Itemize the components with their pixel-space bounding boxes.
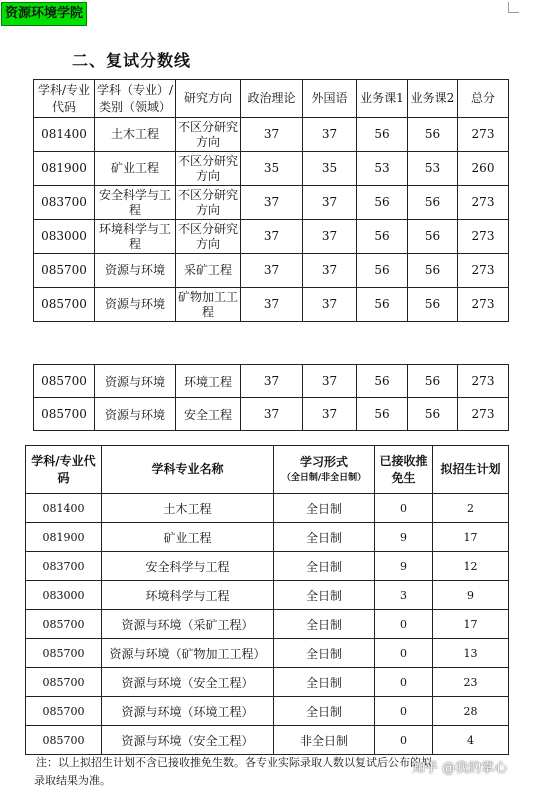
table-row	[34, 220, 509, 254]
cell-subject-2: 56	[408, 254, 458, 288]
cell-politics: 35	[241, 152, 303, 186]
table-row	[34, 152, 509, 186]
cell-direction: 矿物加工工程	[176, 288, 241, 322]
cell-plan-count: 23	[433, 668, 509, 697]
plan-header-plan: 拟招生计划	[433, 446, 509, 494]
cell-subject-2: 56	[408, 398, 458, 431]
table-row	[26, 552, 509, 581]
cell-total: 273	[458, 398, 509, 431]
header-code: 学科/专业代码	[34, 80, 95, 118]
cell-subject-1: 56	[357, 118, 408, 152]
table-row	[34, 186, 509, 220]
cell-study-mode: 全日制	[274, 523, 375, 552]
cell-politics: 37	[241, 118, 303, 152]
cell-discipline-name: 土木工程	[102, 494, 274, 523]
plan-header-study-mode-label: 学习形式	[299, 455, 348, 469]
cell-total: 273	[458, 186, 509, 220]
cell-discipline-name: 资源与环境（安全工程）	[102, 668, 274, 697]
table-row	[26, 639, 509, 668]
cell-subject-1: 56	[357, 186, 408, 220]
college-badge: 资源环境学院	[1, 2, 87, 26]
cell-politics: 37	[241, 398, 303, 431]
cell-subject-1: 56	[357, 288, 408, 322]
cell-discipline: 资源与环境	[95, 288, 176, 322]
table-row	[34, 398, 509, 431]
cell-subject-2: 56	[408, 220, 458, 254]
table-row	[34, 254, 509, 288]
cell-subject-2: 56	[408, 365, 458, 398]
cell-plan-count: 17	[433, 610, 509, 639]
cell-code: 085700	[34, 288, 95, 322]
cell-direction: 不区分研究方向	[176, 152, 241, 186]
cell-total: 260	[458, 152, 509, 186]
cell-subject-2: 56	[408, 288, 458, 322]
header-total: 总分	[458, 80, 509, 118]
cell-subject-1: 56	[357, 398, 408, 431]
plan-header-exempt: 已接收推免生	[375, 446, 433, 494]
cell-code: 085700	[34, 365, 95, 398]
table-row	[26, 581, 509, 610]
cell-subject-2: 53	[408, 152, 458, 186]
footnote-line-2: 录取结果为准。	[34, 774, 111, 787]
score-line-table-continued	[33, 364, 509, 431]
cell-code: 085700	[26, 668, 102, 697]
enrollment-plan-table	[25, 445, 509, 755]
cell-direction: 不区分研究方向	[176, 220, 241, 254]
header-direction: 研究方向	[176, 80, 241, 118]
cell-discipline: 资源与环境	[95, 398, 176, 431]
footnote-line-1: 注：以上拟招生计划不含已接收推免生数。各专业实际录取人数以复试后公布的拟	[36, 756, 432, 769]
cell-total: 273	[458, 365, 509, 398]
plan-header-code: 学科/专业代码	[26, 446, 102, 494]
cell-discipline-name: 资源与环境（采矿工程）	[102, 610, 274, 639]
cell-foreign-language: 37	[303, 288, 357, 322]
cell-study-mode: 非全日制	[274, 726, 375, 755]
cell-politics: 37	[241, 186, 303, 220]
score-table-header-row	[34, 80, 509, 118]
plan-table-header-row	[26, 446, 509, 494]
cell-subject-2: 56	[408, 118, 458, 152]
cell-study-mode: 全日制	[274, 697, 375, 726]
table-row	[26, 697, 509, 726]
table-row	[26, 610, 509, 639]
header-subject-1: 业务课1	[357, 80, 408, 118]
cell-code: 085700	[26, 610, 102, 639]
cell-discipline-name: 矿业工程	[102, 523, 274, 552]
cell-discipline-name: 资源与环境（环境工程）	[102, 697, 274, 726]
cell-total: 273	[458, 288, 509, 322]
cell-discipline: 资源与环境	[95, 254, 176, 288]
cell-direction: 采矿工程	[176, 254, 241, 288]
cell-study-mode: 全日制	[274, 552, 375, 581]
cell-exempt-count: 0	[375, 668, 433, 697]
cell-discipline: 矿业工程	[95, 152, 176, 186]
table-row	[34, 288, 509, 322]
cell-total: 273	[458, 118, 509, 152]
cell-discipline-name: 环境科学与工程	[102, 581, 274, 610]
cell-total: 273	[458, 220, 509, 254]
table-row	[26, 494, 509, 523]
cell-code: 081900	[34, 152, 95, 186]
cell-total: 273	[458, 254, 509, 288]
cell-plan-count: 2	[433, 494, 509, 523]
header-subject-2: 业务课2	[408, 80, 458, 118]
cell-study-mode: 全日制	[274, 494, 375, 523]
cell-foreign-language: 37	[303, 118, 357, 152]
cell-foreign-language: 37	[303, 220, 357, 254]
cell-discipline-name: 安全科学与工程	[102, 552, 274, 581]
score-line-table	[33, 79, 509, 322]
cell-code: 081400	[26, 494, 102, 523]
cell-discipline: 环境科学与工程	[95, 220, 176, 254]
cell-discipline: 资源与环境	[95, 365, 176, 398]
watermark: 知乎 @我的掌心	[412, 761, 508, 776]
cell-politics: 37	[241, 220, 303, 254]
plan-header-study-mode-sub: （全日制/非全日制）	[281, 473, 367, 483]
cell-direction: 环境工程	[176, 365, 241, 398]
header-discipline: 学科（专业）/类别（领域）	[95, 80, 176, 118]
header-foreign-language: 外国语	[303, 80, 357, 118]
table-row	[26, 523, 509, 552]
table-row	[34, 118, 509, 152]
cell-code: 085700	[26, 639, 102, 668]
cell-code: 085700	[34, 398, 95, 431]
cell-code: 085700	[26, 697, 102, 726]
cell-code: 083700	[26, 552, 102, 581]
cell-study-mode: 全日制	[274, 581, 375, 610]
table-row	[26, 668, 509, 697]
header-politics: 政治理论	[241, 80, 303, 118]
cell-code: 081400	[34, 118, 95, 152]
cell-discipline-name: 资源与环境（矿物加工工程）	[102, 639, 274, 668]
cell-politics: 37	[241, 365, 303, 398]
cell-study-mode: 全日制	[274, 639, 375, 668]
cell-discipline: 土木工程	[95, 118, 176, 152]
cell-code: 085700	[26, 726, 102, 755]
cell-code: 083700	[34, 186, 95, 220]
cell-subject-1: 56	[357, 220, 408, 254]
cell-code: 083000	[34, 220, 95, 254]
cell-foreign-language: 37	[303, 365, 357, 398]
cell-discipline: 安全科学与工程	[95, 186, 176, 220]
cell-subject-1: 53	[357, 152, 408, 186]
cell-plan-count: 12	[433, 552, 509, 581]
cell-exempt-count: 0	[375, 726, 433, 755]
cell-subject-1: 56	[357, 254, 408, 288]
cell-direction: 不区分研究方向	[176, 186, 241, 220]
cell-foreign-language: 37	[303, 186, 357, 220]
cell-plan-count: 4	[433, 726, 509, 755]
cell-foreign-language: 37	[303, 254, 357, 288]
cell-exempt-count: 0	[375, 610, 433, 639]
table-row	[26, 726, 509, 755]
cell-study-mode: 全日制	[274, 668, 375, 697]
cell-code: 083000	[26, 581, 102, 610]
cell-code: 085700	[34, 254, 95, 288]
cell-plan-count: 17	[433, 523, 509, 552]
cell-direction: 不区分研究方向	[176, 118, 241, 152]
cell-exempt-count: 9	[375, 523, 433, 552]
cell-exempt-count: 0	[375, 697, 433, 726]
cell-exempt-count: 0	[375, 494, 433, 523]
cell-plan-count: 28	[433, 697, 509, 726]
cell-direction: 安全工程	[176, 398, 241, 431]
cell-discipline-name: 资源与环境（安全工程）	[102, 726, 274, 755]
page-corner-mark-right	[508, 2, 519, 13]
cell-study-mode: 全日制	[274, 610, 375, 639]
section-heading: 二、复试分数线	[72, 51, 192, 70]
cell-subject-1: 56	[357, 365, 408, 398]
plan-header-study-mode	[274, 446, 375, 494]
cell-code: 081900	[26, 523, 102, 552]
cell-foreign-language: 35	[303, 152, 357, 186]
cell-exempt-count: 3	[375, 581, 433, 610]
cell-exempt-count: 0	[375, 639, 433, 668]
cell-politics: 37	[241, 254, 303, 288]
cell-exempt-count: 9	[375, 552, 433, 581]
cell-plan-count: 13	[433, 639, 509, 668]
cell-subject-2: 56	[408, 186, 458, 220]
cell-politics: 37	[241, 288, 303, 322]
table-row	[34, 365, 509, 398]
cell-foreign-language: 37	[303, 398, 357, 431]
cell-plan-count: 9	[433, 581, 509, 610]
plan-header-name: 学科专业名称	[102, 446, 274, 494]
